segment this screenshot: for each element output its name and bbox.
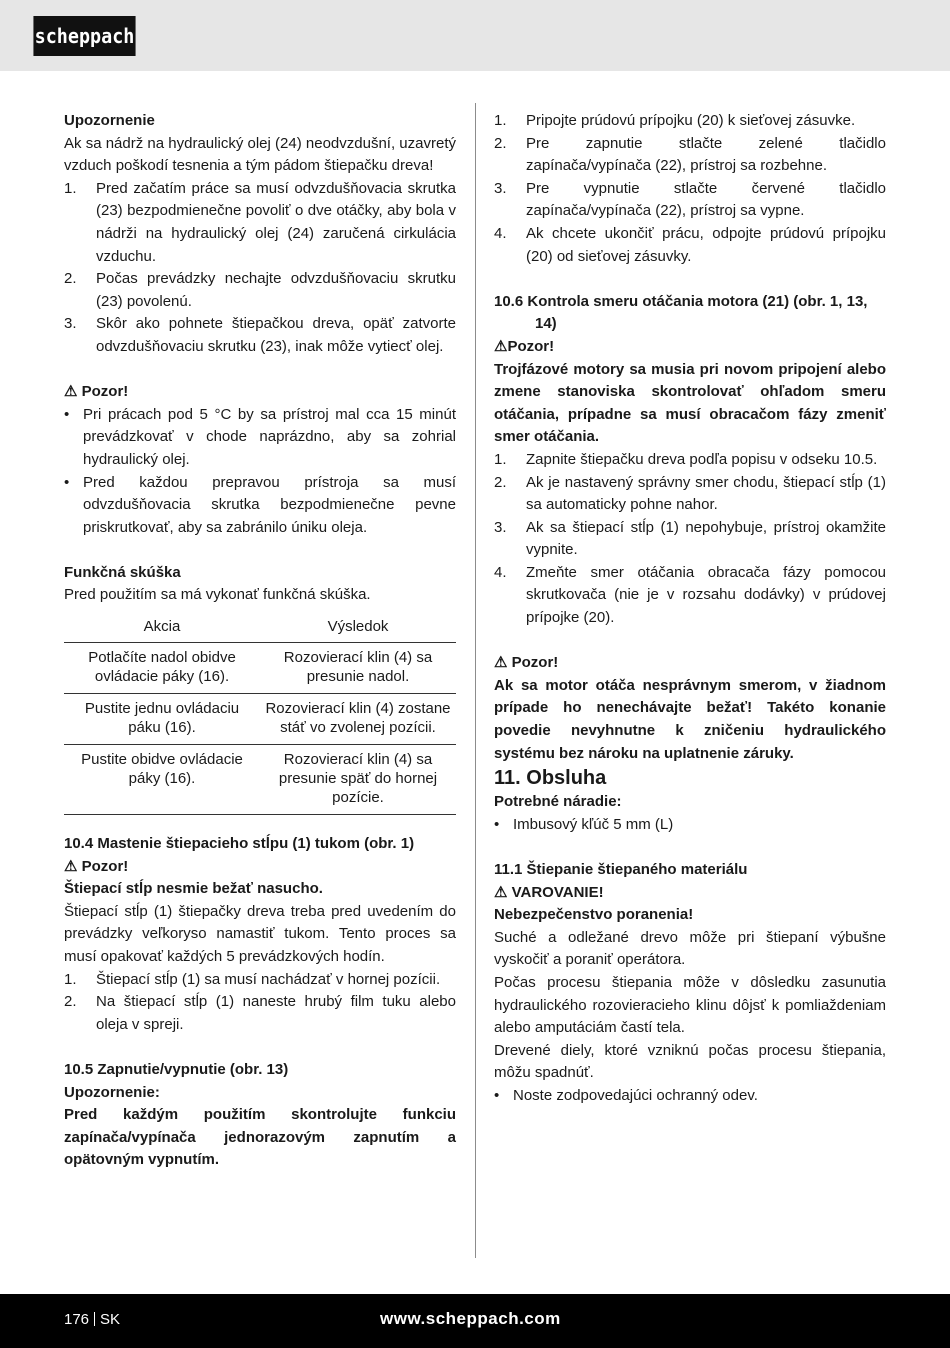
note-text: Ak sa nádrž na hydraulický olej (24) neodvzdušní, uzavretý vzduch poškodí tesnenia a tým pádom štiepačku dreva! <box>64 134 456 175</box>
list-text: Pri prácach pod 5 °C by sa prístroj mal cca 15 minút prevádzkovať v chode naprázdno, aby sa zohrial hydraulický olej. <box>83 405 456 468</box>
list-item <box>494 133 886 178</box>
website-url: www.scheppach.com <box>380 1309 561 1328</box>
list-item <box>494 223 886 268</box>
section-10-6-caution: ⚠Pozor! <box>494 337 555 355</box>
list-text: Zapnite štiepačku dreva podľa popisu v odseku 10.5. <box>526 450 878 468</box>
list-text: Štiepací stĺp (1) sa musí nachádzať v hornej pozícii. <box>96 970 441 988</box>
list-marker: • <box>494 815 500 833</box>
list-text: Pred začatím práce sa musí odvzdušňovacia skrutka (23) bezpodmienečne povoliť o dve otáčky, aby bola v nádrži na hydraulický olej (24) zaručená cirkulácia vzduchu. <box>96 179 456 265</box>
table-cell: Pustite obidve ovládacie páky (16). <box>64 745 260 815</box>
function-test-table <box>64 615 456 815</box>
table-row <box>64 694 456 745</box>
list-text: Noste zodpovedajúci ochranný odev. <box>513 1086 758 1104</box>
list-marker: 2. <box>494 134 507 152</box>
list-marker: 2. <box>494 473 507 491</box>
list-text: Ak chcete ukončiť prácu, odpojte prúdovú prípojku (20) od sieťovej zásuvky. <box>526 224 886 265</box>
list-marker: 1. <box>64 179 77 197</box>
list-text: Počas prevádzky nechajte odvzdušňovaciu skrutku (23) povolenú. <box>96 270 456 310</box>
list-marker: • <box>64 405 70 423</box>
language-code: SK <box>100 1311 121 1328</box>
list-text: Pre zapnutie stlačte zelené tlačidlo zapínača/vypínača (22), prístroj sa rozbehne. <box>526 134 886 175</box>
list-item <box>494 517 886 562</box>
section-10-6-bold: Trojfázové motory sa musia pri novom pripojení alebo zmene stanoviska skontrolovať ohľadom smeru otáčania, prípadne sa musí obracačom fázy zmeniť smer otáčania. <box>494 360 886 446</box>
table-header-result: Výsledok <box>260 615 456 643</box>
tools-title: Potrebné náradie: <box>494 793 622 811</box>
section-10-4-bold: Štiepací stĺp nesmie bežať nasucho. <box>64 880 323 898</box>
section-10-6-title: 10.6 Kontrola smeru otáčania motora (21) (obr. 1, 13, 14) <box>494 292 868 333</box>
section-10-4-text: Štiepací stĺp (1) štiepačky dreva treba pred uvedením do prevádzky veľkoryso namastiť tukom. Tento proces sa musí opakovať každých 5 prevádzkových hodín. <box>64 902 456 966</box>
list-item <box>494 472 886 517</box>
list-item <box>64 969 456 992</box>
scheppach-logo: scheppach <box>33 16 135 56</box>
table-header-action: Akcia <box>64 615 260 643</box>
tools-list <box>494 814 886 837</box>
list-text: Ak je nastavený správny smer chodu, štiepací stĺp (1) sa automaticky pohne nahor. <box>526 473 886 514</box>
section-11-title: 11. Obsluha <box>494 767 607 790</box>
caution-title: ⚠ Pozor! <box>64 383 129 401</box>
list-marker: 3. <box>494 179 507 197</box>
list-marker: 2. <box>64 270 77 288</box>
left-column <box>64 110 456 1172</box>
list-text: Ak sa štiepací stĺp (1) nepohybuje, prístroj okamžite vypnite. <box>526 518 886 559</box>
section-11-1-text2: Počas procesu štiepania môže v dôsledku zasunutia hydraulického rozovieracieho klinu dôjsť k pomliaždeniam alebo amputáciám častí tela. <box>494 973 886 1037</box>
list-item <box>494 1085 886 1108</box>
section-10-5-note: Upozornenie: <box>64 1083 160 1101</box>
list-text: Pripojte prúdovú prípojku (20) k sieťovej zásuvke. <box>526 112 856 129</box>
switch-steps <box>494 110 886 268</box>
table-cell: Potlačíte nadol obidve ovládacie páky (16). <box>64 643 260 694</box>
section-10-4-title: 10.4 Mastenie štiepacieho stĺpu (1) tukom (obr. 1) <box>64 835 415 853</box>
function-test-title: Funkčná skúška <box>64 563 181 581</box>
page-number <box>64 1309 120 1331</box>
column-divider <box>475 103 476 1258</box>
list-item <box>494 178 886 223</box>
section-10-4-steps <box>64 969 456 1037</box>
page-header <box>0 0 950 71</box>
list-text: Skôr ako pohnete štiepačkou dreva, opäť zatvorte odvzdušňovaciu skrutku (23), inak môže vytiecť olej. <box>96 315 456 355</box>
note-steps <box>64 178 456 359</box>
list-text: Zmeňte smer otáčania obracača fázy pomocou skrutkovača (nie je v rozsahu dodávky) v prúdovej prípojke (20). <box>526 563 886 627</box>
list-item <box>494 814 886 837</box>
section-10-5-bold: Pred každým použitím skontrolujte funkciu zapínača/vypínača jednorazovým zapnutím a opätovným vypnutím. <box>64 1106 456 1169</box>
list-marker: 1. <box>64 970 77 988</box>
caution2-title: ⚠ Pozor! <box>494 654 559 672</box>
section-11-1-text3: Drevené diely, ktoré vzniknú počas procesu štiepania, môžu spadnúť. <box>494 1041 886 1082</box>
table-cell: Pustite jednu ovládaciu páku (16). <box>64 694 260 745</box>
list-marker: 4. <box>494 224 507 242</box>
section-11-1-text1: Suché a odležané drevo môže pri štiepaní výbušne vyskočiť a poraniť operátora. <box>494 928 886 969</box>
section-11-1-list <box>494 1085 886 1108</box>
page-footer <box>0 1294 950 1348</box>
list-marker: 1. <box>494 112 507 129</box>
table-row <box>64 745 456 815</box>
section-10-5-title: 10.5 Zapnutie/vypnutie (obr. 13) <box>64 1061 289 1078</box>
list-item <box>64 472 456 540</box>
list-item <box>64 268 456 313</box>
list-item <box>64 991 456 1036</box>
list-text: Pred každou prepravou prístroja sa musí odvzdušňovacia skrutka bezpodmienečne pevne priskrutkovať, aby sa zabránilo úniku oleja. <box>83 473 456 536</box>
list-marker: 4. <box>494 563 507 581</box>
list-marker: 3. <box>64 315 77 333</box>
table-cell: Rozovierací klin (4) sa presunie späť do hornej pozície. <box>260 745 456 815</box>
list-item <box>494 562 886 630</box>
section-10-6-steps <box>494 449 886 630</box>
list-item <box>64 178 456 268</box>
caution2-bold: Ak sa motor otáča nesprávnym smerom, v žiadnom prípade ho nenechávajte bežať! Takéto konanie povedie nevyhnutne k zničeniu hydraulického systému bez nároku na uplatnenie záruky. <box>494 676 886 762</box>
list-item <box>494 110 886 133</box>
section-10-4-caution: ⚠ Pozor! <box>64 857 129 875</box>
section-11-1-title: 11.1 Štiepanie štiepaného materiálu <box>494 861 748 878</box>
function-test-text: Pred použitím sa má vykonať funkčná skúška. <box>64 586 371 604</box>
list-marker: • <box>494 1086 500 1104</box>
page-number-value: 176 <box>64 1311 90 1328</box>
section-11-1-bold: Nebezpečenstvo poranenia! <box>494 906 694 924</box>
list-marker: • <box>64 473 70 491</box>
list-text: Pre vypnutie stlačte červené tlačidlo zapínača/vypínača (22), prístroj sa vypne. <box>526 179 886 220</box>
list-item <box>64 404 456 472</box>
section-11-1-warning: ⚠ VAROVANIE! <box>494 883 604 901</box>
list-marker: 1. <box>494 450 507 468</box>
right-column <box>494 110 886 1108</box>
list-item <box>494 449 886 472</box>
caution-list <box>64 404 456 540</box>
table-cell: Rozovierací klin (4) zostane stáť vo zvolenej pozícii. <box>260 694 456 745</box>
table-cell: Rozovierací klin (4) sa presunie nadol. <box>260 643 456 694</box>
list-marker: 3. <box>494 518 507 536</box>
list-text: Na štiepací stĺp (1) naneste hrubý film tuku alebo oleja v spreji. <box>96 993 456 1033</box>
list-item <box>64 313 456 358</box>
list-text: Imbusový kľúč 5 mm (L) <box>513 815 674 833</box>
table-row <box>64 643 456 694</box>
note-title: Upozornenie <box>64 112 155 129</box>
list-marker: 2. <box>64 993 77 1011</box>
